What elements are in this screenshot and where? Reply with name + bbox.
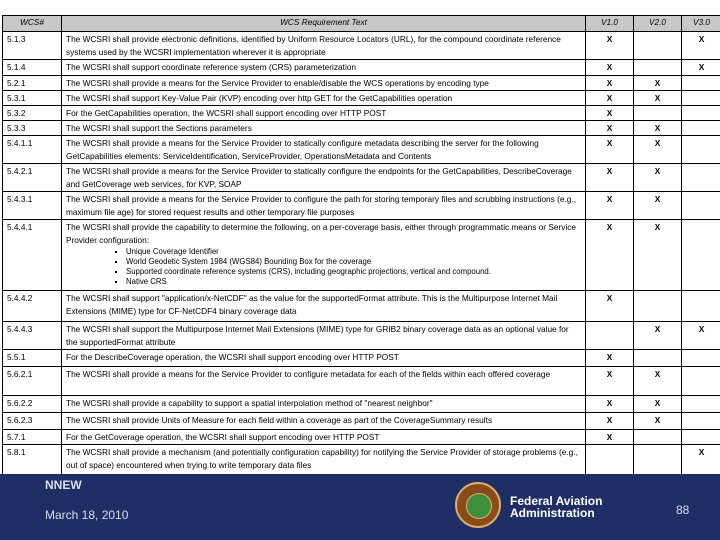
v3-mark <box>682 91 720 106</box>
header-requirement-text: WCS Requirement Text <box>62 16 586 32</box>
header-wcs-number: WCS# <box>3 16 62 32</box>
bullet-item: ▪ Unique Coverage Identifier <box>126 247 581 257</box>
requirement-id: 5.1.4 <box>3 60 62 76</box>
table-row <box>3 396 720 413</box>
bullet-list <box>66 247 581 287</box>
v1-mark: X <box>586 291 634 322</box>
requirement-id: 5.3.3 <box>3 121 62 136</box>
requirement-text <box>62 91 586 106</box>
requirement-text-body: The WCSRI shall provide a means for the Service Provider to statically configure the endpoints for the GetCapabilities, DescribeCoverage and GetCoverage web services, for KVP, SOAP <box>66 166 572 189</box>
header-v3: V3.0 <box>682 16 720 32</box>
requirement-id: 5.1.3 <box>3 32 62 60</box>
v2-mark: X <box>634 192 682 220</box>
v1-mark: X <box>586 350 634 367</box>
requirement-text-body: The WCSRI shall provide a capability to support a spatial interpolation method of "nearest neighbor" <box>66 398 433 408</box>
table-row <box>3 136 720 164</box>
v3-mark <box>682 367 720 396</box>
agency-line1: Federal Aviation <box>510 494 603 508</box>
table-row <box>3 164 720 192</box>
requirement-text-body: The WCSRI shall provide a mechanism (and potentially configuration capability) for notifying the Service Provider of storage problems (e.g., out of space) encountered when trying to write temporary data files <box>66 447 578 470</box>
v2-mark <box>634 445 682 476</box>
requirement-text <box>62 164 586 192</box>
requirement-text <box>62 121 586 136</box>
requirement-text <box>62 192 586 220</box>
requirement-id: 5.4.4.3 <box>3 322 62 350</box>
table-row <box>3 413 720 430</box>
requirement-id: 5.4.2.1 <box>3 164 62 192</box>
requirement-text-body: The WCSRI shall provide the capability to determine the following, on a per-coverage basis, either through programmatic means or Service Provider configuration: <box>66 222 577 245</box>
v3-mark <box>682 164 720 192</box>
v2-mark: X <box>634 396 682 413</box>
v2-mark <box>634 430 682 445</box>
v2-mark: X <box>634 367 682 396</box>
v3-mark <box>682 413 720 430</box>
table-header-row <box>3 16 720 32</box>
requirement-id: 5.3.1 <box>3 91 62 106</box>
v1-mark: X <box>586 136 634 164</box>
v2-mark <box>634 291 682 322</box>
requirement-text-body: The WCSRI shall support "application/x-NetCDF" as the value for the supportedFormat attribute. This is the Multipurpose Internet Mail Extensions (MIME) type for CF-NetCDF4 binary coverage data <box>66 293 558 316</box>
v2-mark: X <box>634 220 682 291</box>
requirement-id: 5.5.1 <box>3 350 62 367</box>
table-row <box>3 121 720 136</box>
v2-mark: X <box>634 136 682 164</box>
v1-mark: X <box>586 91 634 106</box>
table-row <box>3 350 720 367</box>
v2-mark: X <box>634 413 682 430</box>
requirement-text-body: The WCSRI shall provide a means for the Service Provider to configure the path for storing temporary files and scrubbing instructions (e.g., maximum file age) for stored request results and other temporary file purposes <box>66 194 577 217</box>
v2-mark: X <box>634 91 682 106</box>
v3-mark <box>682 291 720 322</box>
requirement-id: 5.6.2.2 <box>3 396 62 413</box>
v1-mark: X <box>586 164 634 192</box>
requirement-text <box>62 136 586 164</box>
requirement-text <box>62 220 586 291</box>
requirement-id: 5.3.2 <box>3 106 62 121</box>
requirement-id: 5.4.1.1 <box>3 136 62 164</box>
table-row <box>3 291 720 322</box>
agency-line2: Administration <box>510 506 595 520</box>
requirement-id: 5.8.1 <box>3 445 62 476</box>
v1-mark <box>586 322 634 350</box>
requirement-id: 5.4.3.1 <box>3 192 62 220</box>
requirement-text <box>62 350 586 367</box>
requirement-id: 5.6.2.1 <box>3 367 62 396</box>
v2-mark <box>634 106 682 121</box>
v3-mark: X <box>682 322 720 350</box>
requirement-text <box>62 60 586 76</box>
requirement-id: 5.2.1 <box>3 76 62 91</box>
requirement-text-body: The WCSRI shall provide a means for the Service Provider to statically configure metadata describing the server for the following GetCapabilities elements: ServiceIdentification, ServiceProvider, OperationsMetadata and Contents <box>66 138 539 161</box>
requirement-text-body: The WCSRI shall provide Units of Measure for each field within a coverage as part of the CoverageSummary results <box>66 415 493 425</box>
v1-mark: X <box>586 121 634 136</box>
requirement-text-body: The WCSRI shall support Key-Value Pair (KVP) encoding over http GET for the GetCapabilities operation <box>66 93 453 103</box>
v3-mark <box>682 350 720 367</box>
requirement-text <box>62 413 586 430</box>
v3-mark <box>682 106 720 121</box>
v1-mark: X <box>586 413 634 430</box>
v1-mark: X <box>586 192 634 220</box>
requirement-text-body: The WCSRI shall provide a means for the Service Provider to configure metadata for each of the fields within each offered coverage <box>66 369 551 379</box>
requirement-id: 5.6.2.3 <box>3 413 62 430</box>
requirement-id: 5.4.4.2 <box>3 291 62 322</box>
table-row <box>3 367 720 396</box>
requirement-text <box>62 291 586 322</box>
requirement-text <box>62 430 586 445</box>
page-number: 88 <box>676 503 690 517</box>
v3-mark: X <box>682 32 720 60</box>
requirement-text-body: For the GetCapabilities operation, the WCSRI shall support encoding over HTTP POST <box>66 108 387 118</box>
v1-mark: X <box>586 430 634 445</box>
requirement-text-body: The WCSRI shall provide a means for the Service Provider to enable/disable the WCS operations by encoding type <box>66 78 489 88</box>
v1-mark: X <box>586 76 634 91</box>
requirement-text-body: The WCSRI shall support coordinate reference system (CRS) parameterization <box>66 62 357 72</box>
v2-mark <box>634 350 682 367</box>
requirement-id: 5.4.4.1 <box>3 220 62 291</box>
requirement-text <box>62 367 586 396</box>
v2-mark <box>634 32 682 60</box>
v3-mark <box>682 430 720 445</box>
v2-mark: X <box>634 164 682 192</box>
program-name: NNEW <box>45 478 82 492</box>
header-v2: V2.0 <box>634 16 682 32</box>
v3-mark <box>682 121 720 136</box>
agency-name <box>510 495 602 519</box>
table-row <box>3 32 720 60</box>
v1-mark: X <box>586 220 634 291</box>
v3-mark <box>682 396 720 413</box>
bullet-item: ▪ Supported coordinate reference systems (CRS), including geographic projections, vertical and compound. <box>126 267 581 277</box>
requirement-text <box>62 396 586 413</box>
v3-mark: X <box>682 445 720 476</box>
table-row <box>3 76 720 91</box>
presentation-date: March 18, 2010 <box>45 508 129 522</box>
requirement-text <box>62 445 586 476</box>
requirement-text-body: The WCSRI shall support the Sections parameters <box>66 123 252 133</box>
table-row <box>3 106 720 121</box>
requirement-text-body: For the GetCoverage operation, the WCSRI shall support encoding over HTTP POST <box>66 432 380 442</box>
v2-mark <box>634 60 682 76</box>
requirement-text <box>62 106 586 121</box>
v1-mark: X <box>586 60 634 76</box>
requirement-text <box>62 322 586 350</box>
v3-mark: X <box>682 60 720 76</box>
faa-seal-icon <box>455 482 501 528</box>
table-row <box>3 60 720 76</box>
requirement-text <box>62 76 586 91</box>
requirement-text <box>62 32 586 60</box>
table-row <box>3 430 720 445</box>
table-row <box>3 322 720 350</box>
v3-mark <box>682 192 720 220</box>
requirement-text-body: The WCSRI shall support the Multipurpose Internet Mail Extensions (MIME) type for GRIB2 binary coverage data as an optional value for the supportedFormat attribute <box>66 324 569 347</box>
table-row <box>3 445 720 476</box>
bullet-item: ▪ Native CRS <box>126 277 581 287</box>
table-row <box>3 91 720 106</box>
table-row <box>3 192 720 220</box>
requirement-id: 5.7.1 <box>3 430 62 445</box>
v2-mark: X <box>634 121 682 136</box>
v1-mark: X <box>586 396 634 413</box>
bullet-item: ▪ World Geodetic System 1984 (WGS84) Bounding Box for the coverage <box>126 257 581 267</box>
header-v1: V1.0 <box>586 16 634 32</box>
v3-mark <box>682 136 720 164</box>
v1-mark <box>586 445 634 476</box>
v1-mark: X <box>586 32 634 60</box>
requirement-text-body: The WCSRI shall provide electronic definitions, identified by Uniform Resource Locators (URL), for the compound coordinate reference systems used by the WCSRI implementation wherever it is appropriate <box>66 34 561 57</box>
table-row <box>3 220 720 291</box>
footer-band <box>0 474 720 540</box>
requirement-text-body: For the DescribeCoverage operation, the WCSRI shall support encoding over HTTP POST <box>66 352 399 362</box>
v2-mark: X <box>634 76 682 91</box>
requirements-table <box>2 15 720 476</box>
v3-mark <box>682 220 720 291</box>
v1-mark: X <box>586 367 634 396</box>
v2-mark: X <box>634 322 682 350</box>
v1-mark: X <box>586 106 634 121</box>
v3-mark <box>682 76 720 91</box>
